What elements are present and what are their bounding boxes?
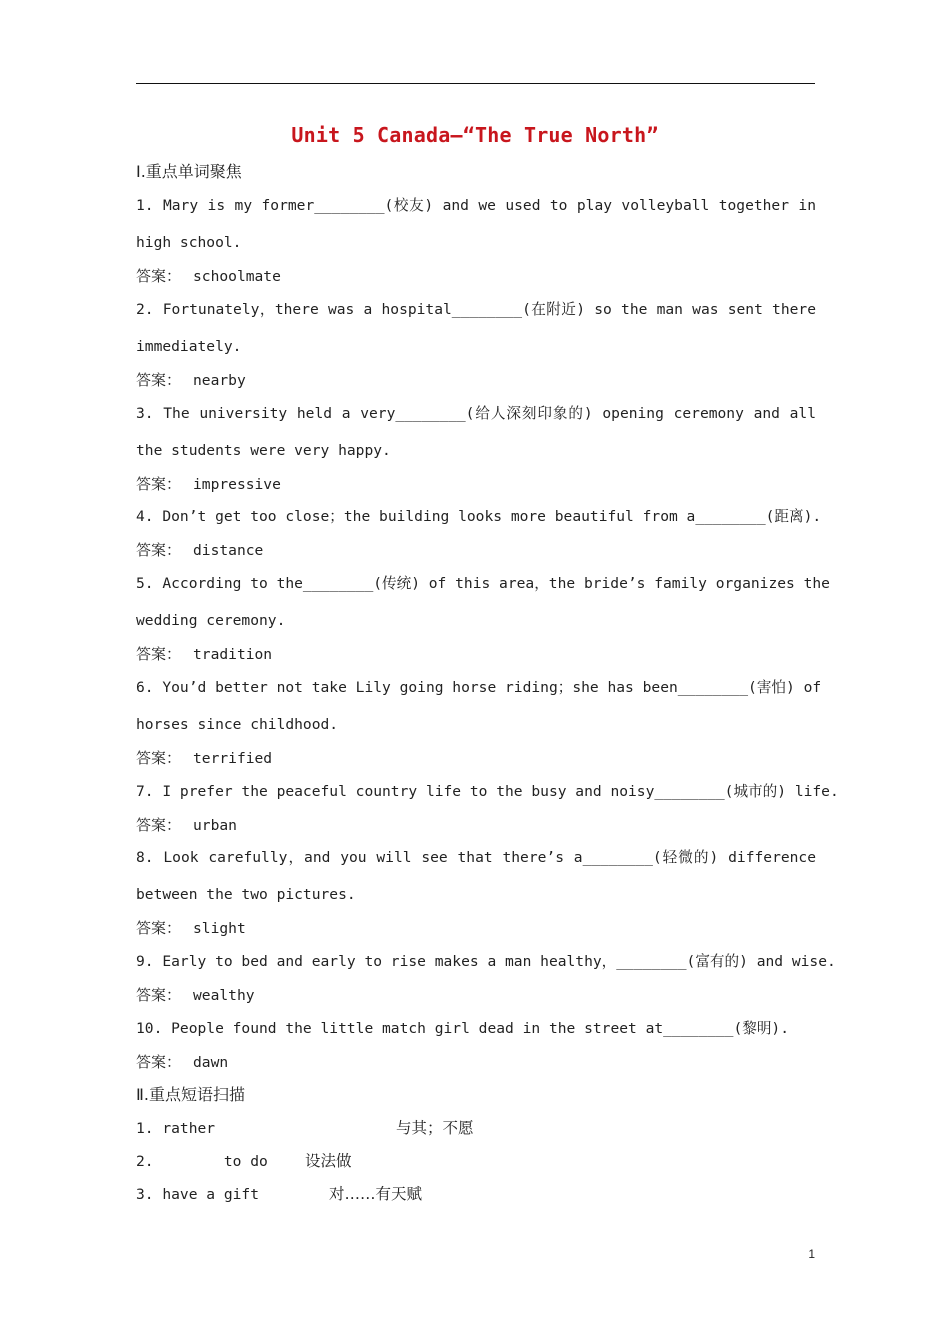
exercise-line-continued: between the two pictures.: [136, 886, 356, 903]
phrase-chinese: 与其；不愿: [396, 1119, 474, 1137]
exercise-line: 10. People found the little match girl dead in the street at________(黎明).: [136, 1020, 790, 1037]
answer-row: [136, 985, 816, 1006]
section-heading-words: Ⅰ.重点单词聚焦: [136, 162, 242, 181]
exercise-line: 8. Look carefully，and you will see that there’s a________(轻微的) difference: [136, 849, 816, 866]
answer-row: [136, 540, 816, 561]
exercise-line: 7. I prefer the peaceful country life to the busy and noisy________(城市的) life.: [136, 783, 839, 800]
answer-label: 答案：: [136, 816, 182, 834]
answer-row: [136, 918, 816, 939]
phrase-chinese: 对……有天赋: [329, 1185, 423, 1203]
phrase-chinese: 设法做: [305, 1152, 352, 1170]
answer-value: schoolmate: [193, 268, 281, 285]
exercise-line-continued: immediately.: [136, 338, 242, 355]
answer-value: terrified: [193, 750, 273, 767]
answer-value: dawn: [193, 1054, 229, 1071]
answer-value: wealthy: [193, 987, 255, 1004]
answer-label: 答案：: [136, 541, 182, 559]
answer-row: [136, 815, 816, 836]
page-number: 1: [808, 1247, 815, 1261]
exercise-line-continued: the students were very happy.: [136, 442, 391, 459]
exercise-line-continued: horses since childhood.: [136, 716, 339, 733]
exercise-line: 1. Mary is my former________(校友) and we used to play volleyball together in: [136, 197, 816, 214]
answer-value: tradition: [193, 646, 273, 663]
answer-label: 答案：: [136, 475, 182, 493]
phrase-english: 1. rather: [136, 1120, 216, 1137]
answer-value: slight: [193, 920, 246, 937]
answer-row: [136, 748, 816, 769]
exercise-line: 3. The university held a very________(给人深刻印象的) opening ceremony and all: [136, 405, 816, 422]
answer-label: 答案：: [136, 645, 182, 663]
answer-label: 答案：: [136, 919, 182, 937]
answer-row: [136, 370, 816, 391]
answer-label: 答案：: [136, 267, 182, 285]
phrase-english: 2. to do: [136, 1153, 268, 1170]
exercise-line: 5. According to the________(传统) of this area，the bride’s family organizes the: [136, 575, 830, 592]
section-heading-phrases: Ⅱ.重点短语扫描: [136, 1085, 245, 1104]
header-rule: [136, 83, 815, 84]
phrase-english: 3. have a gift: [136, 1186, 260, 1203]
answer-row: [136, 474, 816, 495]
answer-value: urban: [193, 817, 237, 834]
exercise-line: 2. Fortunately，there was a hospital________(在附近) so the man was sent there: [136, 301, 816, 318]
page-title: Unit 5 Canada—“The True North”: [291, 123, 659, 147]
exercise-line: 9. Early to bed and early to rise makes a man healthy，________(富有的) and wise.: [136, 953, 836, 970]
answer-label: 答案：: [136, 749, 182, 767]
answer-label: 答案：: [136, 1053, 182, 1071]
answer-row: [136, 644, 816, 665]
answer-label: 答案：: [136, 371, 182, 389]
exercise-line: 4. Don’t get too close；the building looks more beautiful from a________(距离).: [136, 508, 822, 525]
answer-row: [136, 266, 816, 287]
answer-row: [136, 1052, 816, 1073]
exercise-line: 6. You’d better not take Lily going horse riding；she has been________(害怕) of: [136, 679, 822, 696]
answer-value: impressive: [193, 476, 281, 493]
answer-label: 答案：: [136, 986, 182, 1004]
answer-value: nearby: [193, 372, 246, 389]
answer-value: distance: [193, 542, 264, 559]
exercise-line-continued: high school.: [136, 234, 242, 251]
exercise-line-continued: wedding ceremony.: [136, 612, 286, 629]
